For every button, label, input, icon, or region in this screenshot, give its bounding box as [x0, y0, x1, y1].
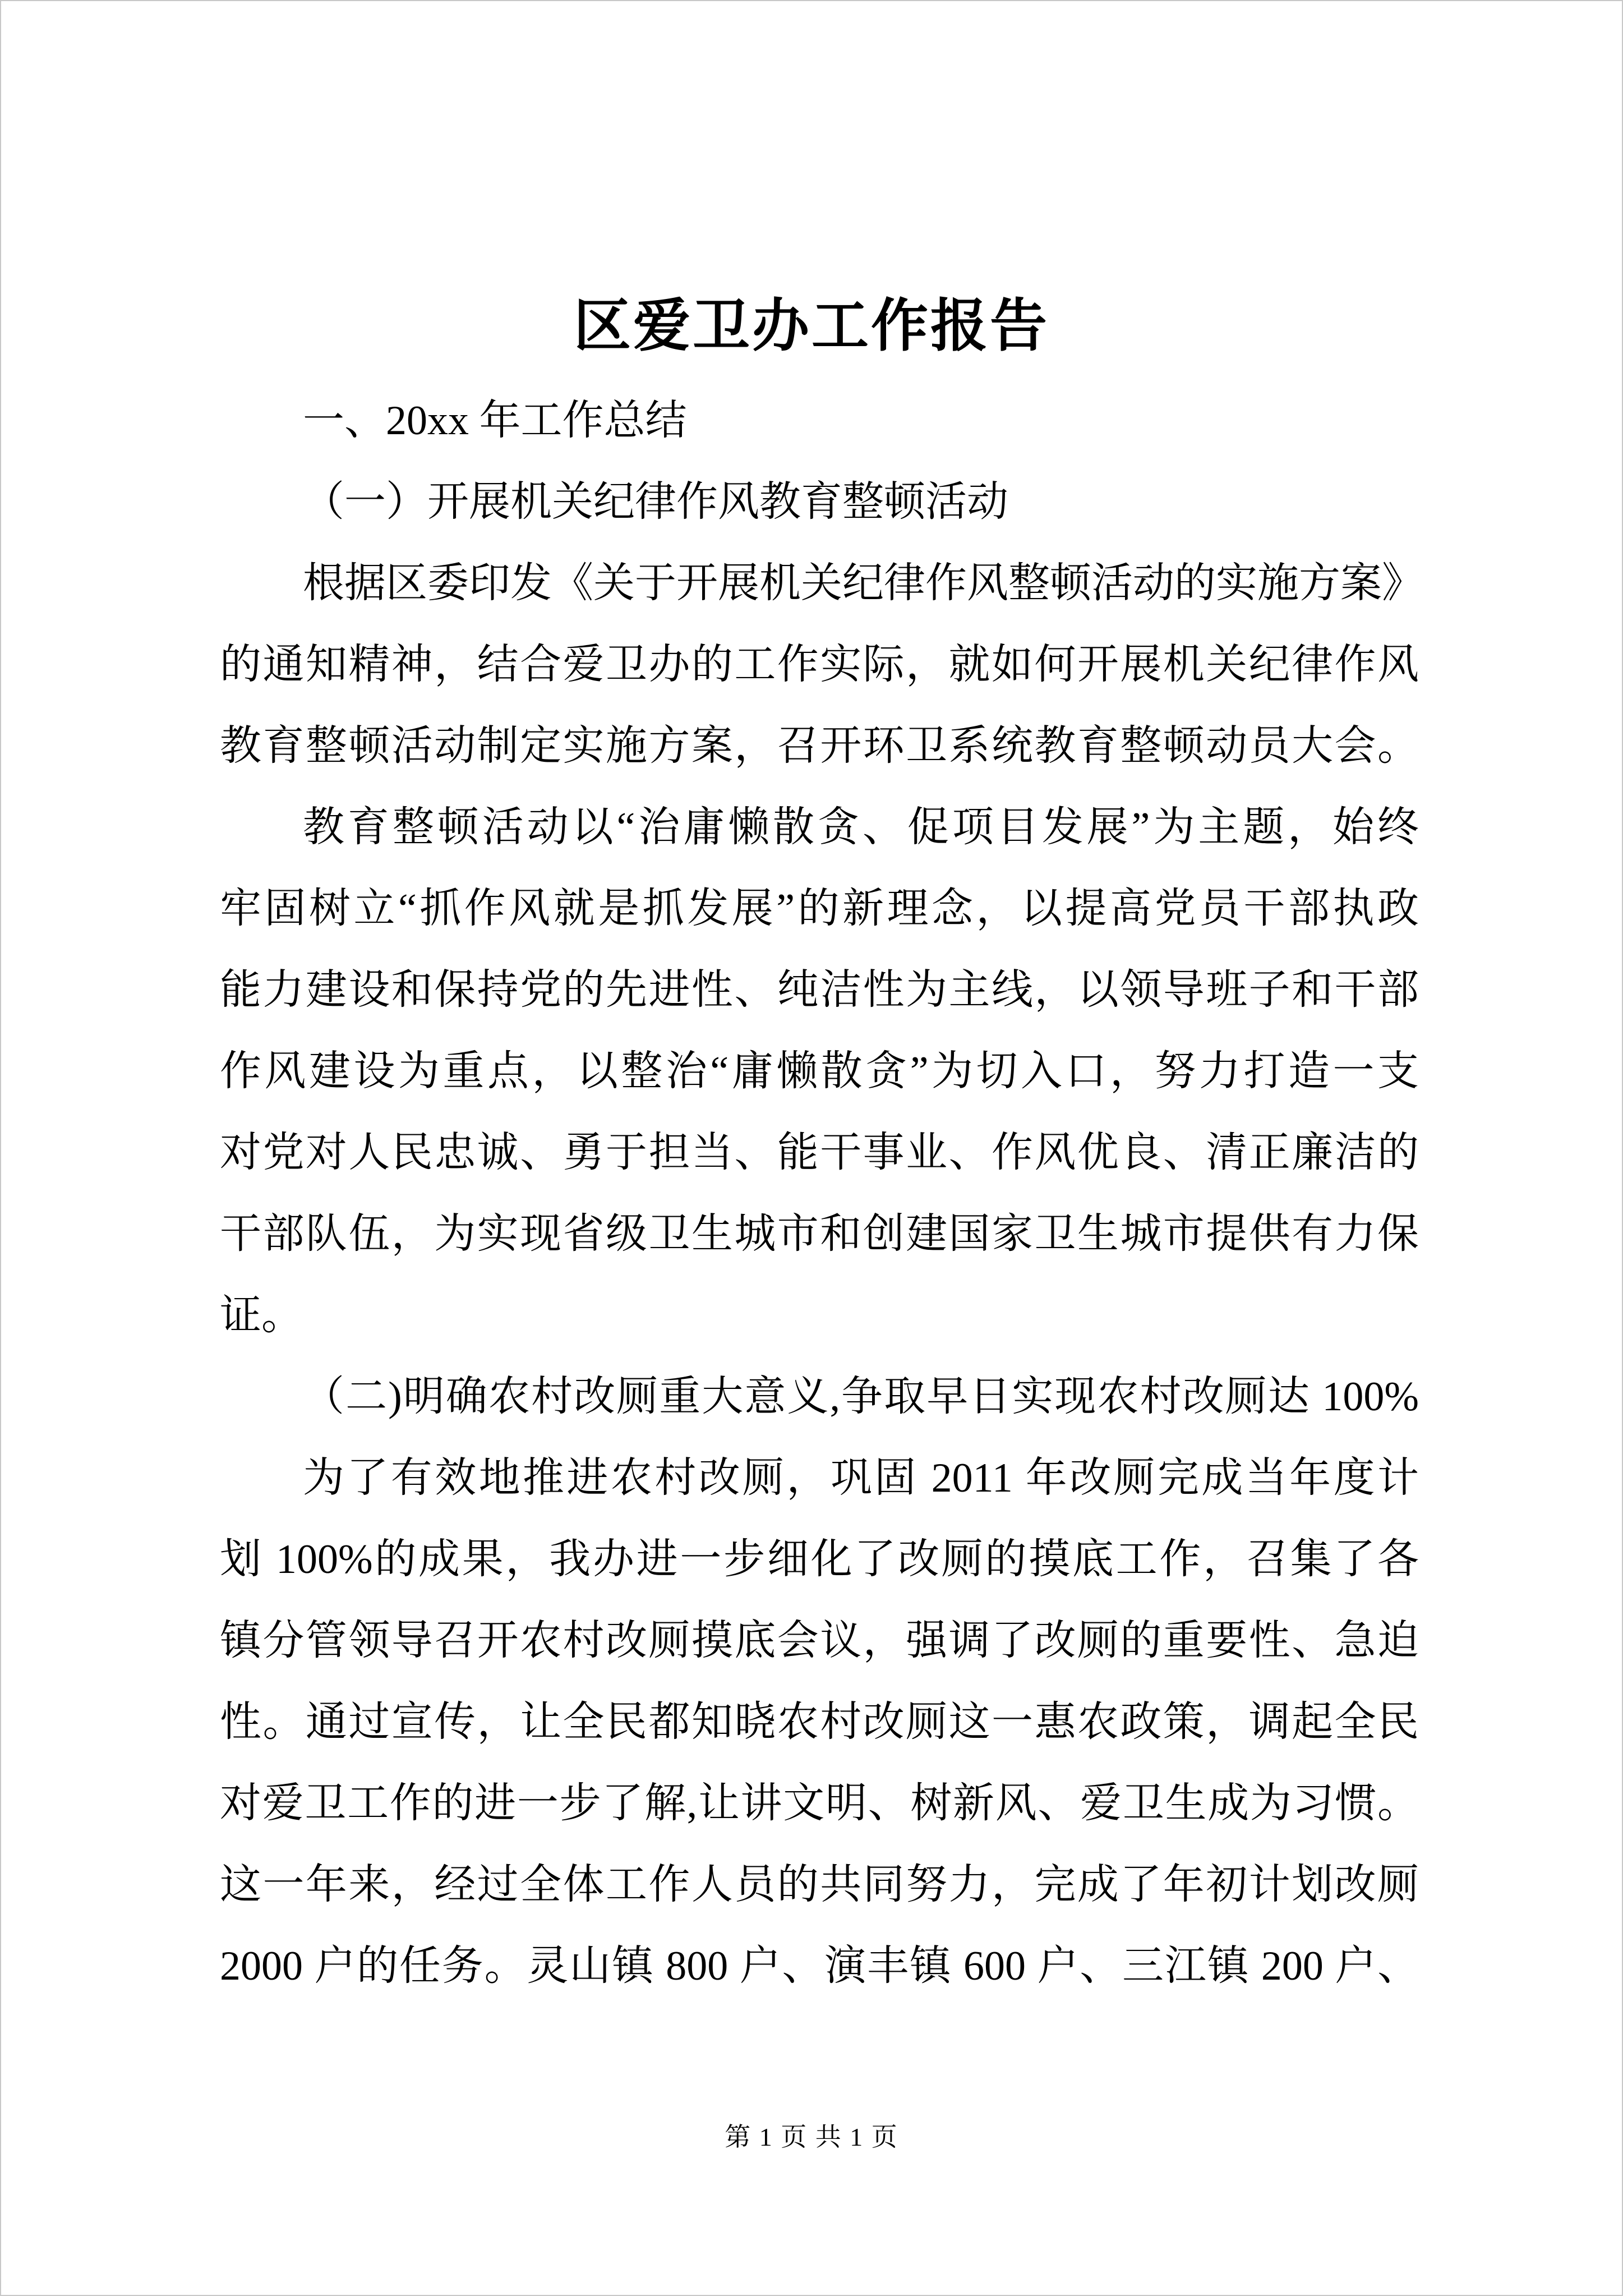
text-line: 干部队伍，为实现省级卫生城市和创建国家卫生城市提供有力保 [220, 1211, 1419, 1257]
text-line: 证。 [220, 1292, 303, 1338]
text-line: 这一年来，经过全体工作人员的共同努力，完成了年初计划改厕 [220, 1862, 1419, 1908]
page-footer: 第 1 页 共 1 页 [725, 2123, 898, 2151]
text-line: 作风建设为重点，以整治“庸懒散贪”为切入口，努力打造一支 [220, 1048, 1419, 1094]
text-line: （二)明确农村改厕重大意义,争取早日实现农村改厕达 100% [303, 1374, 1419, 1420]
text-line: （一）开展机关纪律作风教育整顿活动 [303, 479, 1008, 525]
text-line: 一、20xx 年工作总结 [303, 398, 687, 444]
text-line: 教育整顿活动制定实施方案，召开环卫系统教育整顿动员大会。 [220, 723, 1419, 769]
text-line: 性。通过宣传，让全民都知晓农村改厕这一惠农政策，调起全民 [220, 1699, 1419, 1745]
text-line: 能力建设和保持党的先进性、纯洁性为主线，以领导班子和干部 [220, 967, 1419, 1013]
document-title: 区爱卫办工作报告 [574, 295, 1049, 358]
text-line: 镇分管领导召开农村改厕摸底会议，强调了改厕的重要性、急迫 [220, 1618, 1419, 1664]
text-line: 对爱卫工作的进一步了解,让讲文明、树新风、爱卫生成为习惯。 [220, 1780, 1419, 1826]
text-line: 根据区委印发《关于开展机关纪律作风整顿活动的实施方案》 [303, 560, 1423, 606]
text-line: 牢固树立“抓作风就是抓发展”的新理念，以提高党员干部执政 [220, 886, 1419, 932]
text-line: 对党对人民忠诚、勇于担当、能干事业、作风优良、清正廉洁的 [220, 1130, 1419, 1176]
text-line: 为了有效地推进农村改厕，巩固 2011 年改厕完成当年度计 [303, 1455, 1419, 1501]
text-line: 教育整顿活动以“治庸懒散贪、促项目发展”为主题，始终 [303, 804, 1419, 850]
text-line: 2000 户的任务。灵山镇 800 户、演丰镇 600 户、三江镇 200 户、 [220, 1943, 1419, 1989]
document-body [220, 380, 1423, 2007]
text-line: 的通知精神，结合爱卫办的工作实际，就如何开展机关纪律作风 [220, 642, 1419, 688]
text-line: 划 100%的成果，我办进一步细化了改厕的摸底工作，召集了各 [220, 1536, 1419, 1582]
